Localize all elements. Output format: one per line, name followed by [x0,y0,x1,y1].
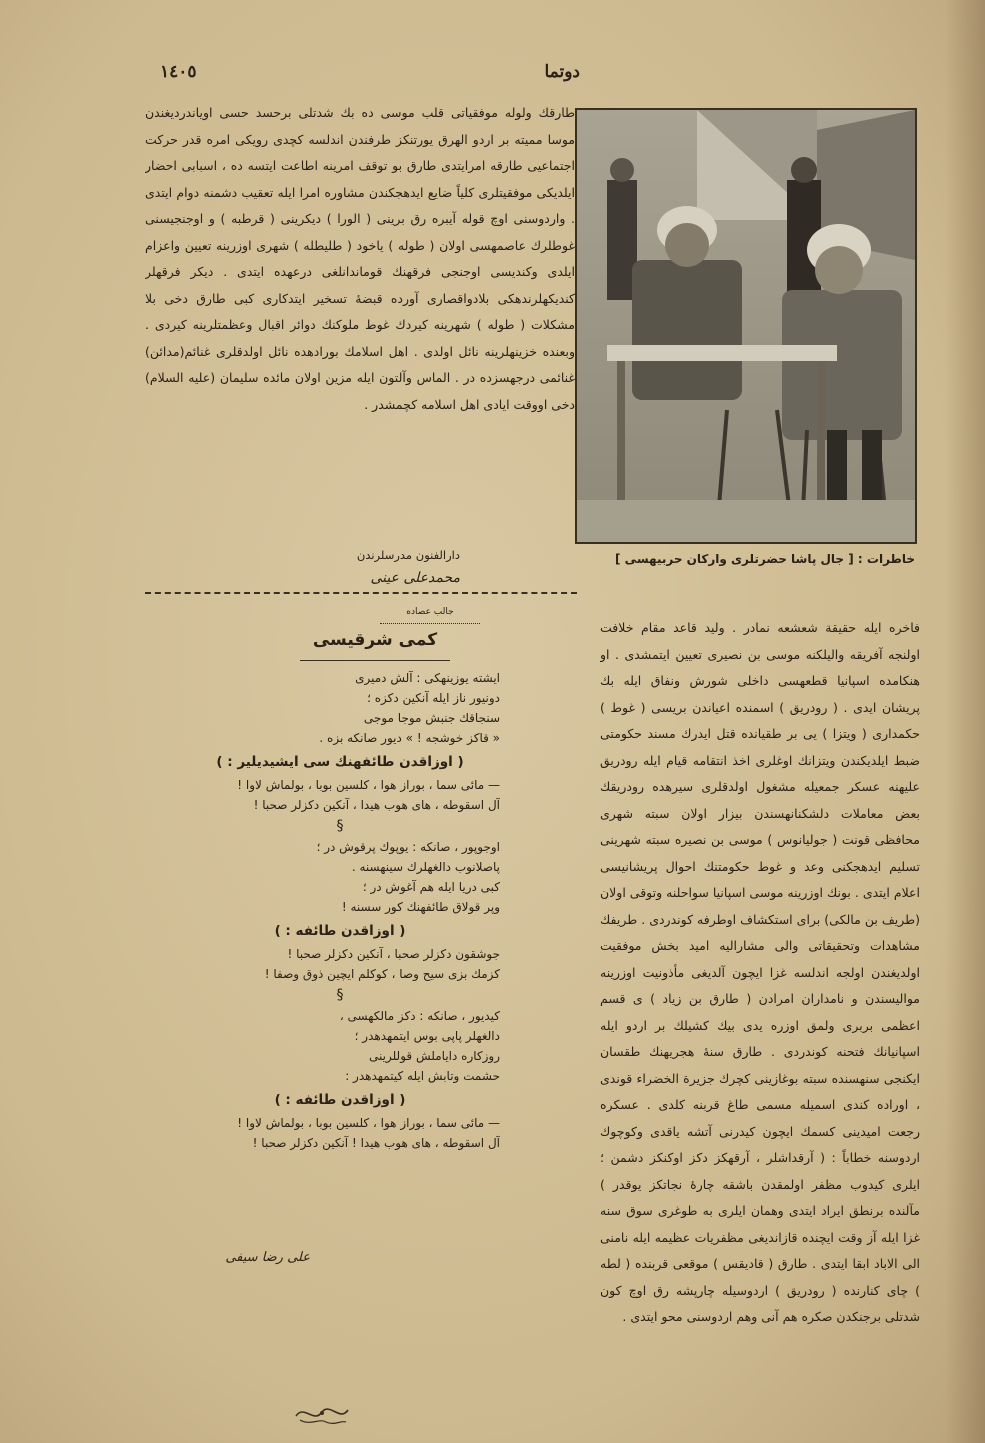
photograph-officers [575,108,917,544]
refrain-line: آل اسقوطه ، های هوب هیدا ! آنکین دکزلر صحبا ! [252,1136,500,1150]
page-number: ١٤٠٥ [160,62,197,82]
refrain-heading: ( اوزاقدن طائفه : ) [274,923,406,939]
poem-line: کبی دریا ایله هم آغوش در ؛ [362,880,500,894]
article-signature [160,548,460,598]
section-divider [145,592,577,594]
poem-line: روزکاره دایاملش قوللرینی [369,1049,500,1063]
tailpiece-ornament [292,1398,352,1428]
running-head: دوتما [544,62,580,82]
author-name: محمدعلی عینی [370,570,460,586]
poet-signature: علی رضا سیفی [225,1250,310,1265]
refrain-line: کزمك بزی سیح وصا ، کوکلم ایچین ذوق وصفا ! [264,967,500,981]
author-affiliation: دارالفنون مدرسلرندن [356,548,460,562]
article-continuation-text: طارقك ولوله موفقیاتی قلب موسی ده بك شدتلی برحسد حسی اویاندردیغندن موسا ممیته بر اردو الهرق یورتنکز طرفندن اندلسه کچدی رویکی امره قدر حرکت اجتماعیی طارقه امرایتدی طارق بو توقف امرینه اطاعت ایتسه ده ، اسبابی احضار ایلدیکی موفقیتلری کلیاً ضایع ایدهجکندن مشاوره امرا ایله تعقیب دشمنه دوام ایتدی . واردوسنی اوچ قوله آیبره رق برینی ( الورا ) دیکرینی ( قرطبه ) و اوجنجیسنی غوطلرك عاصمهسی اولان ( طوله ) یاخود ( طلیطله ) شهری اوزرینه تعیین واعزام ایلدی وکندیسی اوجنجی فرقهنك قوماندانلغی درعهده ایتدی . دیکر فرقهلر کندیکهلرندهکی بلادواقصاری آورده قبضهٔ تسخیر ایتدکاری کبی طارق دخی بلا مشکلات ( طوله ) شهرینه کیردك غوط ملوکنك دوائر اقبال وعظمتلرینه کیردی . وبعنده خزینهلرینه نائل اولدی . اهل اسلامك بورادهده نائل اولدقلری غنائم(مدائن) غنائمی درجهسزده در . الماس وآلتون ایله مزین اولان مائده سلیمان (علیه السلام) دخی اووقت ایادی اهل اسلامه کچمشدر . [145,105,575,412]
poem-line: پاصلانوب دالغهلرك سینهسنه . [351,860,500,874]
poem-line: دونیور ناز ایله آنکین دکزه ؛ [367,691,500,705]
poem-line: « قاکز خوشجه ! » دیور صانکه بزه . [319,731,500,745]
poem-line: وپر قولاق طائفهنك کور سسنه ! [341,900,500,914]
poem-line: سنجاقك جنبش موجا موجی [363,711,500,725]
refrain-heading: ( اوزاقدن طائفه : ) [274,1092,406,1108]
refrain-heading: ( اوزاقدن طائفهنك سی ایشیدیلیر : ) [216,754,464,770]
poem-line: اوجوپور ، صانکه : یوپوك پرقوش در ؛ [316,840,500,854]
refrain-line: آل اسقوطه ، های هوب هیدا ، آنکین دکزلر صحبا ! [253,798,500,812]
section-label: جالب عصاده [380,607,480,624]
photo-illustration [577,110,915,542]
poem-line: کیدیور ، صانکه : دکز مالکهسی ، [339,1009,500,1023]
poem-line: حشمت وتابش ایله کیتمهدهدر : [345,1069,500,1083]
poem-title: کمی شرقیسی [300,630,450,661]
poem-body [180,668,500,1268]
refrain-line: — مائی سما ، بوراز هوا ، کلسین بوبا ، بولماش لاوا ! [237,1116,500,1130]
photo-caption: خاطرات : [ جال پاشا حضرتلری وارکان حربیهسی ] [615,552,915,566]
stanza-separator: § [336,818,344,834]
article-main-text: فاخره ایله حقیقة شعشعه نمادر . ولید قاعد مقام خلافت اولنجه آفریقه والیلکنه موسی بن نصیری تعیین ایتمشدی . او هنکامده اسپانیا قطعهسی داخلی شورش ونفاق ایله بك پریشان ایدی . ( رودریق ) اسمنده اعیاندن بریسی ( غوط ) حکمداری ( ویتزا ) یی بر طقیانده قتل ایدرك مسند حکومتی ضبط ایلدیکندن ویتزانك اوغلری اخذ انتقامه قیام ایله رودریق علیهنه عسکر جمعیله مشغول اولدقلری سیرهده رودریقك بعض معاملات دلشکنانهسندن بیزار اولان سبته شهری محافظی قونت ( جولیانوس ) موسی بن نصیره سبته شهرینی تسلیم ایدهجکنی وعد و غوط حکومتنك احوال پریشانیسی اعلام ایتدی . بونك اوزرینه موسی اسپانیا سواحلنه وتوقی اولان (طریف بن مالکی) برای استکشاف اوطرفه کوندردی . طریفك مشاهدات وتحقیقاتی والی مشارالیه امید بخش موفقیت اولدیغندن اولجه اندلسه غزا ایچون آلدیغی مأذونیت اوزرینه موالیسندن و نامداران امرادن ( طارق بن زیاد ) ی قسم اعظمی بربری ولمق اوزره یدی بیك کشیلك بر اردو ایله اسپانیانك فتحنه کوندردی . طارق سنهٔ هجریهنك طقسان ایکنجی سنهسنده سبته بوغازینی کچرك جزیرة الخضراء قوندی ، اوراده کندی اسمیله مسمی طاغ قربنه کلدی . عسکره رجعت امیدینی کسمك ایچون کیدرنی آتشه یاقدی وکوچوك اردوسنه خطاباً : ( آرقداشلر ، آرقهکز دکز اوکنکز دشمن ؛ ایلری کیدوب مظفر اولمقدن باشقه چارهٔ نجاتکز یوقدر ) مآلنده برنطق ایراد ایتدی وهمان ایلری به طوغری سوق سنه غزا ایله آز وقت ایچنده قازاندیغی مظفریات عظیمه ایله نامنی الی الاباد ابقا ایتدی . طارق ( قادیقس ) موقعی قربنده ( لطه ) چای کنارنده ( رودریق ) اردوسیله چارپشه رق اوچ کون شدتلی برجنکدن صکره هم آنی وهم اردوسنی محو ایتدی . [600,620,920,1324]
refrain-line: جوشقون دکزلر صحبا ، آنکین دکزلر صحبا ! [287,947,500,961]
stanza-separator: § [336,987,344,1003]
page-edge-shadow [945,0,985,1443]
page-header [160,62,580,92]
poem-line: دالغهلر پاپی بوس ایتمهدهدر ؛ [354,1029,500,1043]
poem-line: ایشته یوزینهکی : آلش دمیری [355,671,500,685]
refrain-line: — مائی سما ، بوراز هوا ، کلسین بوبا ، بولماش لاوا ! [237,778,500,792]
